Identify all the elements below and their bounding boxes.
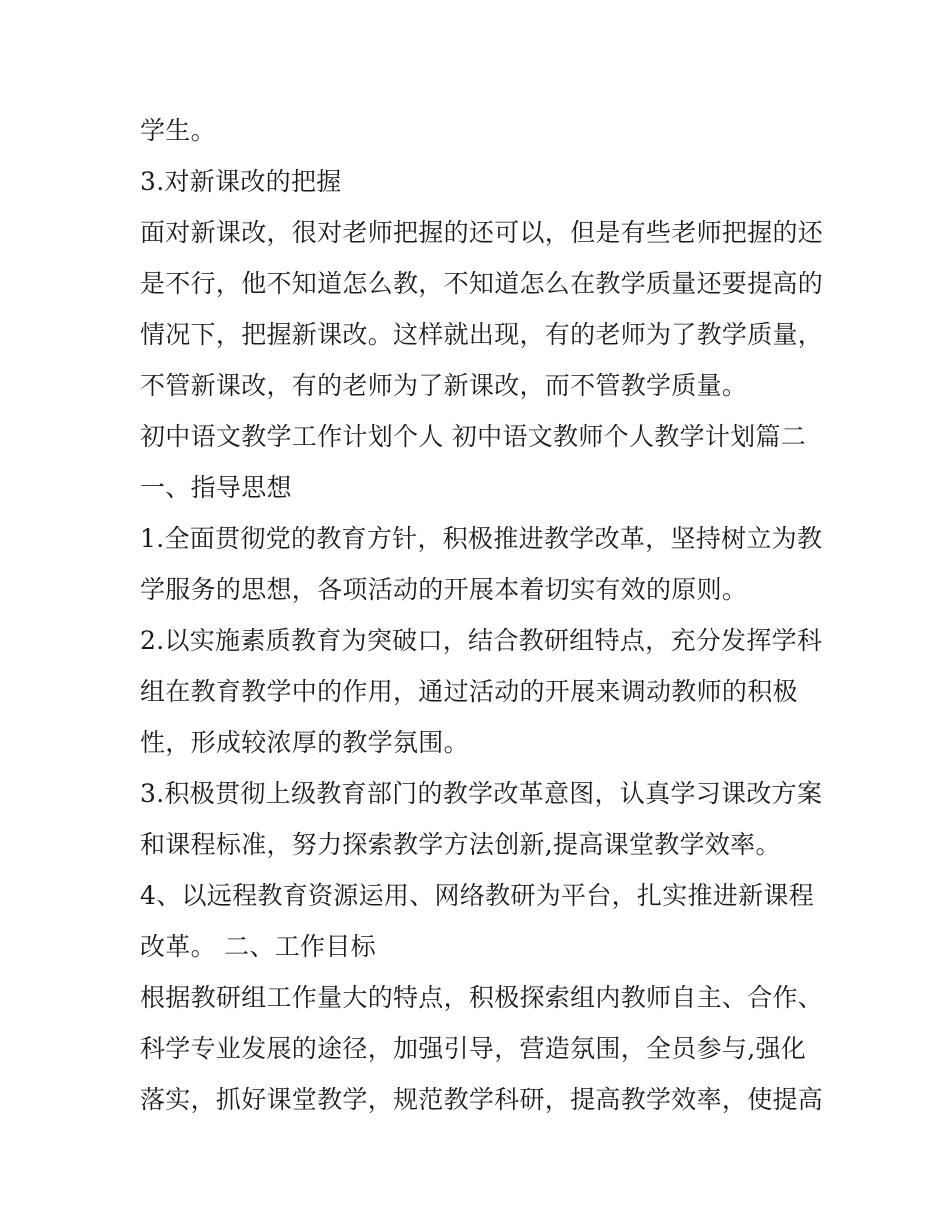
section-heading: 一、指导思想	[140, 473, 292, 502]
document-body	[140, 105, 830, 1125]
text-line: 1.全面贯彻党的教育方针，积极推进教学改革，坚持树立为教	[140, 524, 823, 553]
text-line: 根据教研组工作量大的特点，积极探索组内教师自主、合作、	[140, 983, 824, 1012]
text-line: 和课程标准，努力探索教学方法创新,提高课堂教学效率。	[140, 830, 781, 859]
text-line: 面对新课改，很对老师把握的还可以，但是有些老师把握的还	[140, 218, 824, 247]
text-line: 学服务的思想，各项活动的开展本着切实有效的原则。	[140, 575, 748, 604]
text-line: 性，形成较浓厚的教学氛围。	[140, 728, 469, 757]
text-line: 不管新课改，有的老师为了新课改，而不管教学质量。	[140, 371, 748, 400]
text-line: 3.积极贯彻上级教育部门的教学改革意图，认真学习课改方案	[140, 779, 823, 808]
text-line: 组在教育教学中的作用，通过活动的开展来调动教师的积极	[140, 677, 798, 706]
text-line: 是不行，他不知道怎么教，不知道怎么在教学质量还要提高的	[140, 269, 824, 298]
section-heading: 3.对新课改的把握	[140, 167, 342, 196]
text-line: 科学专业发展的途径，加强引导，营造氛围，全员参与,强化	[140, 1034, 807, 1063]
text-line: 学生。	[140, 116, 216, 145]
text-line: 4、以远程教育资源运用、网络教研为平台，扎实推进新课程	[140, 881, 815, 910]
text-line: 2.以实施素质教育为突破口，结合教研组特点，充分发挥学科	[140, 626, 823, 655]
text-line: 落实，抓好课堂教学，规范教学科研，提高教学效率，使提高	[140, 1085, 824, 1114]
text-line: 情况下，把握新课改。这样就出现，有的老师为了教学质量，	[140, 320, 824, 349]
article-title: 初中语文教学工作计划个人 初中语文教师个人教学计划篇二	[140, 422, 807, 451]
text-line: 改革。 二、工作目标	[140, 932, 376, 961]
